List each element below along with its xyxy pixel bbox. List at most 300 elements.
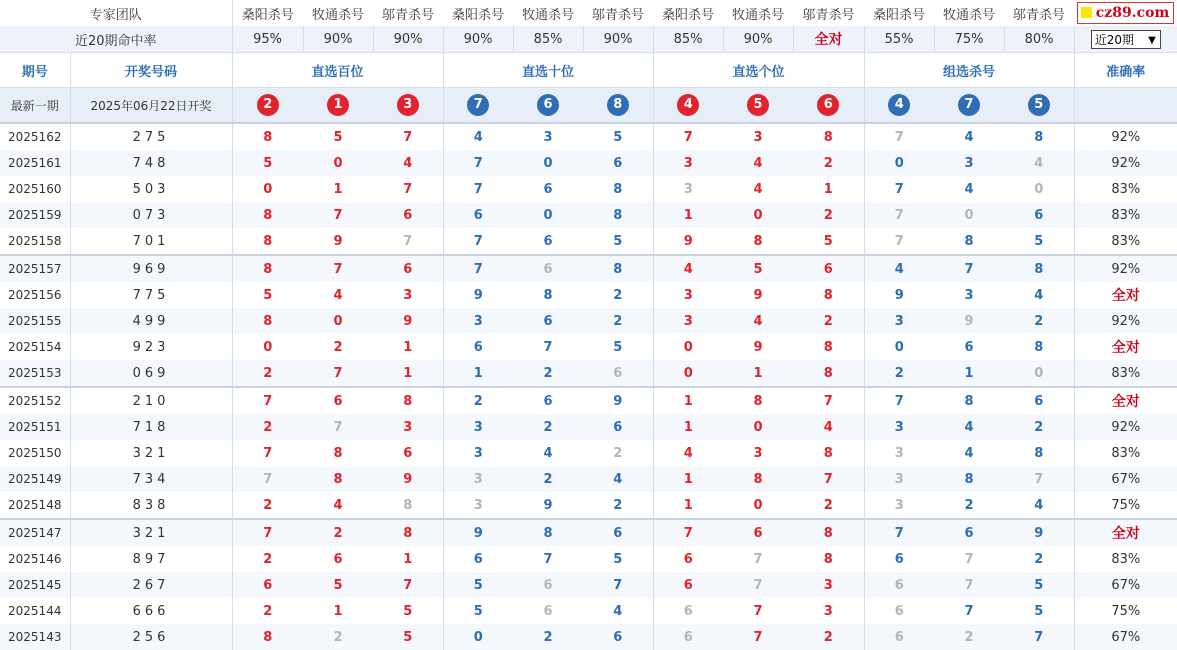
kill-pick: 8 <box>583 255 653 282</box>
kill-pick: 1 <box>653 414 723 440</box>
kill-pick: 7 <box>373 572 443 598</box>
kill-pick: 7 <box>753 551 763 567</box>
pick-ball: 5 <box>1028 94 1050 116</box>
accuracy-value: 67% <box>1074 624 1177 650</box>
kill-pick: 7 <box>653 123 723 150</box>
kill-pick: 8 <box>823 287 833 303</box>
expert-name: 邬青杀号 <box>592 7 645 23</box>
kill-pick: 8 <box>232 308 303 334</box>
kill-pick: 1 <box>934 360 1004 387</box>
accuracy-value: 92% <box>1074 150 1177 176</box>
hit-rate: 90% <box>303 26 373 53</box>
kill-pick: 7 <box>303 255 373 282</box>
kill-pick: 1 <box>403 339 413 355</box>
kill-pick: 2 <box>934 624 1004 650</box>
kill-pick: 2 <box>513 466 583 492</box>
draw-number: 666 <box>70 598 232 624</box>
table-row <box>0 519 1177 546</box>
kill-pick: 6 <box>513 387 583 414</box>
draw-number: 734 <box>70 466 232 492</box>
kill-pick: 6 <box>443 546 513 572</box>
issue-number: 2025159 <box>0 202 70 228</box>
expert-name: 桑阳杀号 <box>662 7 715 23</box>
logo-text: cz89.com <box>1095 5 1170 21</box>
kill-pick: 8 <box>723 387 793 414</box>
expert-name: 桑阳杀号 <box>232 0 303 26</box>
kill-pick: 6 <box>333 551 343 567</box>
kill-pick: 9 <box>583 387 653 414</box>
draw-number: 701 <box>70 228 232 255</box>
kill-pick: 8 <box>823 339 833 355</box>
kill-pick: 4 <box>964 129 974 145</box>
kill-pick: 3 <box>864 440 934 466</box>
kill-pick: 8 <box>1034 129 1044 145</box>
issue-number: 2025149 <box>0 466 70 492</box>
kill-pick: 3 <box>443 308 513 334</box>
kill-pick: 7 <box>403 129 413 145</box>
kill-pick: 3 <box>653 176 723 202</box>
accuracy-value: 83% <box>1074 546 1177 572</box>
table-row <box>0 228 1177 255</box>
kill-pick: 6 <box>373 255 443 282</box>
kill-pick: 6 <box>934 519 1004 546</box>
draw-number: 775 <box>70 282 232 308</box>
issue-number: 2025148 <box>8 498 62 512</box>
kill-pick: 2 <box>303 519 373 546</box>
kill-pick: 4 <box>1034 497 1044 513</box>
col-group-hundreds: 直选百位 <box>232 53 443 88</box>
draw-number: 321 <box>70 440 232 466</box>
kill-pick: 7 <box>232 519 303 546</box>
kill-pick: 6 <box>653 624 723 650</box>
kill-pick: 6 <box>864 624 934 650</box>
table-row <box>0 387 1177 414</box>
kill-pick: 8 <box>964 233 974 249</box>
issue-number: 2025150 <box>8 446 62 460</box>
draw-number: 069 <box>70 360 232 387</box>
kill-pick: 2 <box>793 202 864 228</box>
kill-pick: 2 <box>864 360 934 387</box>
kill-pick: 3 <box>443 440 513 466</box>
col-issue: 期号 <box>0 53 70 88</box>
kill-pick: 2 <box>443 387 513 414</box>
issue-number: 2025160 <box>8 182 62 196</box>
issue-number: 2025152 <box>0 387 70 414</box>
accuracy-value: 83% <box>1074 440 1177 466</box>
kill-pick: 6 <box>653 546 723 572</box>
period-select[interactable] <box>1091 30 1161 49</box>
draw-number: 838 <box>70 492 232 519</box>
kill-pick: 6 <box>513 308 583 334</box>
accuracy-value: 92% <box>1074 255 1177 282</box>
accuracy-value: 92% <box>1074 414 1177 440</box>
pick-ball: 6 <box>537 94 559 116</box>
kill-pick: 7 <box>864 176 934 202</box>
kill-pick: 7 <box>753 603 763 619</box>
kill-pick: 8 <box>513 519 583 546</box>
expert-name: 牧通杀号 <box>732 7 785 23</box>
kill-pick: 0 <box>232 176 303 202</box>
kill-pick: 7 <box>864 202 934 228</box>
col-group-units: 直选个位 <box>653 53 864 88</box>
expert-name: 邬青杀号 <box>1013 7 1066 23</box>
kill-pick: 4 <box>964 445 974 461</box>
kill-pick: 5 <box>333 129 343 145</box>
site-logo[interactable] <box>1077 2 1175 24</box>
kill-pick: 5 <box>232 282 303 308</box>
draw-number: 499 <box>70 308 232 334</box>
kill-pick: 4 <box>864 255 934 282</box>
kill-pick: 3 <box>964 287 974 303</box>
kill-pick: 9 <box>753 339 763 355</box>
kill-pick: 9 <box>753 287 763 303</box>
kill-pick: 8 <box>793 360 864 387</box>
kill-pick: 1 <box>653 202 723 228</box>
kill-pick: 7 <box>864 519 934 546</box>
kill-pick: 2 <box>613 287 623 303</box>
kill-pick: 5 <box>1004 572 1074 598</box>
kill-pick: 0 <box>723 202 793 228</box>
draw-number: 275 <box>70 123 232 150</box>
kill-pick: 8 <box>373 519 443 546</box>
kill-pick: 0 <box>1004 360 1074 387</box>
kill-pick: 7 <box>934 255 1004 282</box>
kill-pick: 1 <box>403 551 413 567</box>
kill-pick: 7 <box>793 466 864 492</box>
kill-pick: 8 <box>753 233 763 249</box>
kill-pick: 9 <box>653 228 723 255</box>
hit-rate: 85% <box>513 26 583 53</box>
kill-pick: 6 <box>443 334 513 360</box>
kill-pick: 5 <box>443 572 513 598</box>
kill-pick: 1 <box>653 387 723 414</box>
draw-number: 503 <box>70 176 232 202</box>
kill-pick: 7 <box>934 572 1004 598</box>
kill-pick: 9 <box>373 466 443 492</box>
draw-number: 210 <box>70 387 232 414</box>
kill-pick: 6 <box>583 519 653 546</box>
kill-pick: 0 <box>753 497 763 513</box>
draw-number: 267 <box>70 572 232 598</box>
table-row <box>0 282 1177 308</box>
kill-pick: 8 <box>232 123 303 150</box>
kill-pick: 1 <box>373 360 443 387</box>
column-header-row <box>0 53 1177 88</box>
draw-number: 969 <box>70 255 232 282</box>
kill-pick: 1 <box>653 466 723 492</box>
table-row <box>0 202 1177 228</box>
hit-rate: 80% <box>1004 26 1074 53</box>
kill-pick: 6 <box>403 445 413 461</box>
pick-ball: 6 <box>817 94 839 116</box>
kill-pick: 9 <box>443 519 513 546</box>
kill-pick: 2 <box>1034 551 1044 567</box>
expert-name: 牧通杀号 <box>943 7 996 23</box>
kill-pick: 8 <box>934 387 1004 414</box>
table-row <box>0 308 1177 334</box>
kill-pick: 9 <box>543 497 553 513</box>
kill-pick: 6 <box>864 546 934 572</box>
kill-pick: 3 <box>653 308 723 334</box>
issue-number: 2025146 <box>8 552 62 566</box>
latest-label: 最新一期 <box>0 88 70 124</box>
kill-pick: 7 <box>443 176 513 202</box>
kill-pick: 1 <box>823 181 833 197</box>
accuracy-value: 全对 <box>1074 334 1177 360</box>
kill-pick: 9 <box>443 282 513 308</box>
kill-pick: 5 <box>613 551 623 567</box>
kill-pick: 2 <box>583 308 653 334</box>
latest-pick-cell <box>513 88 583 124</box>
kill-pick: 8 <box>232 255 303 282</box>
kill-pick: 2 <box>613 497 623 513</box>
table-row <box>0 598 1177 624</box>
kill-pick: 8 <box>613 181 623 197</box>
kill-pick: 4 <box>723 150 793 176</box>
kill-pick: 2 <box>793 308 864 334</box>
kill-pick: 4 <box>723 308 793 334</box>
kill-pick: 6 <box>653 598 723 624</box>
kill-pick: 5 <box>1034 603 1044 619</box>
kill-pick: 1 <box>653 492 723 519</box>
kill-pick: 3 <box>443 414 513 440</box>
accuracy-value: 83% <box>1074 360 1177 387</box>
kill-pick: 9 <box>934 308 1004 334</box>
kill-pick: 0 <box>864 150 934 176</box>
expert-name: 牧通杀号 <box>522 7 575 23</box>
latest-pick-cell <box>303 88 373 124</box>
logo-square-icon <box>1081 7 1092 18</box>
kill-pick: 2 <box>964 497 974 513</box>
pick-ball: 1 <box>327 94 349 116</box>
kill-pick: 1 <box>723 360 793 387</box>
kill-pick: 0 <box>864 334 934 360</box>
kill-pick: 8 <box>232 228 303 255</box>
kill-pick: 2 <box>232 414 303 440</box>
kill-pick: 4 <box>583 466 653 492</box>
kill-pick: 0 <box>653 360 723 387</box>
issue-number: 2025162 <box>8 130 62 144</box>
kill-pick: 1 <box>333 181 343 197</box>
kill-pick: 8 <box>403 497 413 513</box>
latest-pick-cell <box>1004 88 1074 124</box>
kill-pick: 3 <box>864 492 934 519</box>
kill-pick: 6 <box>443 202 513 228</box>
kill-pick: 3 <box>753 129 763 145</box>
kill-pick: 0 <box>303 150 373 176</box>
latest-pick-cell <box>583 88 653 124</box>
kill-pick: 7 <box>793 387 864 414</box>
kill-pick: 6 <box>232 572 303 598</box>
kill-pick: 8 <box>583 202 653 228</box>
pick-ball: 4 <box>677 94 699 116</box>
kill-pick: 5 <box>823 233 833 249</box>
kill-pick: 8 <box>1034 339 1044 355</box>
kill-pick: 5 <box>232 150 303 176</box>
kill-pick: 2 <box>823 497 833 513</box>
kill-pick: 8 <box>823 551 833 567</box>
latest-pick-cell <box>443 88 513 124</box>
latest-pick-cell <box>232 88 303 124</box>
kill-pick: 9 <box>864 282 934 308</box>
kill-pick: 6 <box>583 150 653 176</box>
kill-pick: 7 <box>232 440 303 466</box>
accuracy-value: 全对 <box>1074 282 1177 308</box>
kill-pick: 1 <box>333 603 343 619</box>
draw-number: 073 <box>70 202 232 228</box>
draw-number: 321 <box>70 519 232 546</box>
kill-pick: 8 <box>373 387 443 414</box>
kill-pick: 6 <box>864 572 934 598</box>
kill-pick: 0 <box>513 202 583 228</box>
latest-pick-cell <box>723 88 793 124</box>
kill-pick: 2 <box>232 360 303 387</box>
pick-ball: 3 <box>397 94 419 116</box>
kill-pick: 6 <box>543 233 553 249</box>
kill-pick: 6 <box>583 624 653 650</box>
kill-pick: 3 <box>443 466 513 492</box>
kill-pick: 7 <box>964 603 974 619</box>
kill-pick: 7 <box>232 387 303 414</box>
kill-pick: 6 <box>543 181 553 197</box>
kill-pick: 1 <box>443 360 513 387</box>
kill-pick: 6 <box>793 255 864 282</box>
kill-pick: 4 <box>753 181 763 197</box>
col-draw: 开奖号码 <box>70 53 232 88</box>
kill-pick: 4 <box>333 287 343 303</box>
issue-number: 2025156 <box>8 288 62 302</box>
accuracy-value: 75% <box>1074 598 1177 624</box>
kill-pick: 8 <box>823 445 833 461</box>
kill-pick: 0 <box>232 334 303 360</box>
logo-cell[interactable] <box>1074 0 1177 26</box>
kill-pick: 7 <box>964 551 974 567</box>
kill-pick: 4 <box>373 150 443 176</box>
expert-header-row <box>0 0 1177 26</box>
kill-pick: 3 <box>543 129 553 145</box>
kill-pick: 7 <box>443 228 513 255</box>
pick-ball: 2 <box>257 94 279 116</box>
expert-name: 牧通杀号 <box>312 7 365 23</box>
kill-pick: 0 <box>723 414 793 440</box>
kill-pick: 5 <box>613 233 623 249</box>
hit-rate: 90% <box>723 26 793 53</box>
kill-pick: 3 <box>864 466 934 492</box>
kill-pick: 5 <box>613 129 623 145</box>
kill-pick: 8 <box>723 466 793 492</box>
kill-pick: 6 <box>513 572 583 598</box>
kill-pick: 3 <box>653 282 723 308</box>
pick-ball: 5 <box>747 94 769 116</box>
latest-date: 2025年06月22日开奖 <box>70 88 232 124</box>
kill-pick: 4 <box>964 181 974 197</box>
accuracy-value: 92% <box>1074 123 1177 150</box>
kill-pick: 2 <box>333 339 343 355</box>
kill-pick: 0 <box>303 308 373 334</box>
kill-pick: 5 <box>303 572 373 598</box>
kill-pick: 8 <box>1034 445 1044 461</box>
kill-pick: 2 <box>1004 308 1074 334</box>
kill-pick: 7 <box>1004 466 1074 492</box>
kill-pick: 6 <box>653 572 723 598</box>
rate-label: 近20期命中率 <box>0 26 232 53</box>
kill-pick: 0 <box>653 334 723 360</box>
kill-pick: 2 <box>513 414 583 440</box>
kill-pick: 7 <box>653 519 723 546</box>
kill-pick: 7 <box>864 387 934 414</box>
kill-pick: 6 <box>583 360 653 387</box>
kill-pick: 4 <box>443 123 513 150</box>
table-row <box>0 466 1177 492</box>
issue-number: 2025155 <box>0 308 70 334</box>
kill-pick: 2 <box>303 624 373 650</box>
latest-accuracy <box>1074 88 1177 124</box>
pick-ball: 7 <box>958 94 980 116</box>
draw-number: 897 <box>70 546 232 572</box>
expert-name: 邬青杀号 <box>382 7 435 23</box>
table-row <box>0 546 1177 572</box>
kill-pick: 7 <box>403 233 413 249</box>
kill-pick: 9 <box>1004 519 1074 546</box>
accuracy-value: 83% <box>1074 228 1177 255</box>
kill-pick: 6 <box>303 387 373 414</box>
kill-pick: 5 <box>1034 233 1044 249</box>
draw-number: 718 <box>70 414 232 440</box>
hit-rate-row <box>0 26 1177 53</box>
kill-pick: 2 <box>793 150 864 176</box>
kill-pick: 2 <box>1004 414 1074 440</box>
kill-pick: 4 <box>793 414 864 440</box>
latest-row <box>0 88 1177 124</box>
kill-pick: 2 <box>232 598 303 624</box>
expert-name: 桑阳杀号 <box>873 7 926 23</box>
kill-pick: 0 <box>443 624 513 650</box>
accuracy-value: 75% <box>1074 492 1177 519</box>
latest-pick-cell <box>373 88 443 124</box>
kill-pick: 4 <box>333 497 343 513</box>
kill-pick: 8 <box>934 466 1004 492</box>
accuracy-value: 全对 <box>1074 387 1177 414</box>
kill-pick: 8 <box>333 445 343 461</box>
issue-number: 2025143 <box>0 624 70 650</box>
draw-number: 256 <box>70 624 232 650</box>
kill-pick: 5 <box>403 603 413 619</box>
kill-pick: 8 <box>303 466 373 492</box>
issue-number: 2025158 <box>8 234 62 248</box>
issue-number: 2025147 <box>0 519 70 546</box>
kill-pick: 6 <box>583 414 653 440</box>
period-select-cell[interactable] <box>1074 26 1177 53</box>
draw-number: 923 <box>70 334 232 360</box>
accuracy-value: 全对 <box>1074 519 1177 546</box>
kill-pick: 8 <box>1004 255 1074 282</box>
draw-number: 748 <box>70 150 232 176</box>
table-row <box>0 624 1177 650</box>
issue-number: 2025157 <box>0 255 70 282</box>
kill-pick: 7 <box>303 360 373 387</box>
kill-pick: 7 <box>232 466 303 492</box>
kill-pick: 0 <box>513 150 583 176</box>
chevron-down-icon: ▼ <box>1148 34 1156 46</box>
expert-name: 邬青杀号 <box>802 7 855 23</box>
hit-rate: 90% <box>373 26 443 53</box>
issue-number: 2025151 <box>0 414 70 440</box>
kill-pick: 6 <box>1004 202 1074 228</box>
kill-pick: 4 <box>653 255 723 282</box>
kill-pick: 7 <box>403 181 413 197</box>
accuracy-value: 83% <box>1074 202 1177 228</box>
hit-rate: 全对 <box>793 26 864 53</box>
